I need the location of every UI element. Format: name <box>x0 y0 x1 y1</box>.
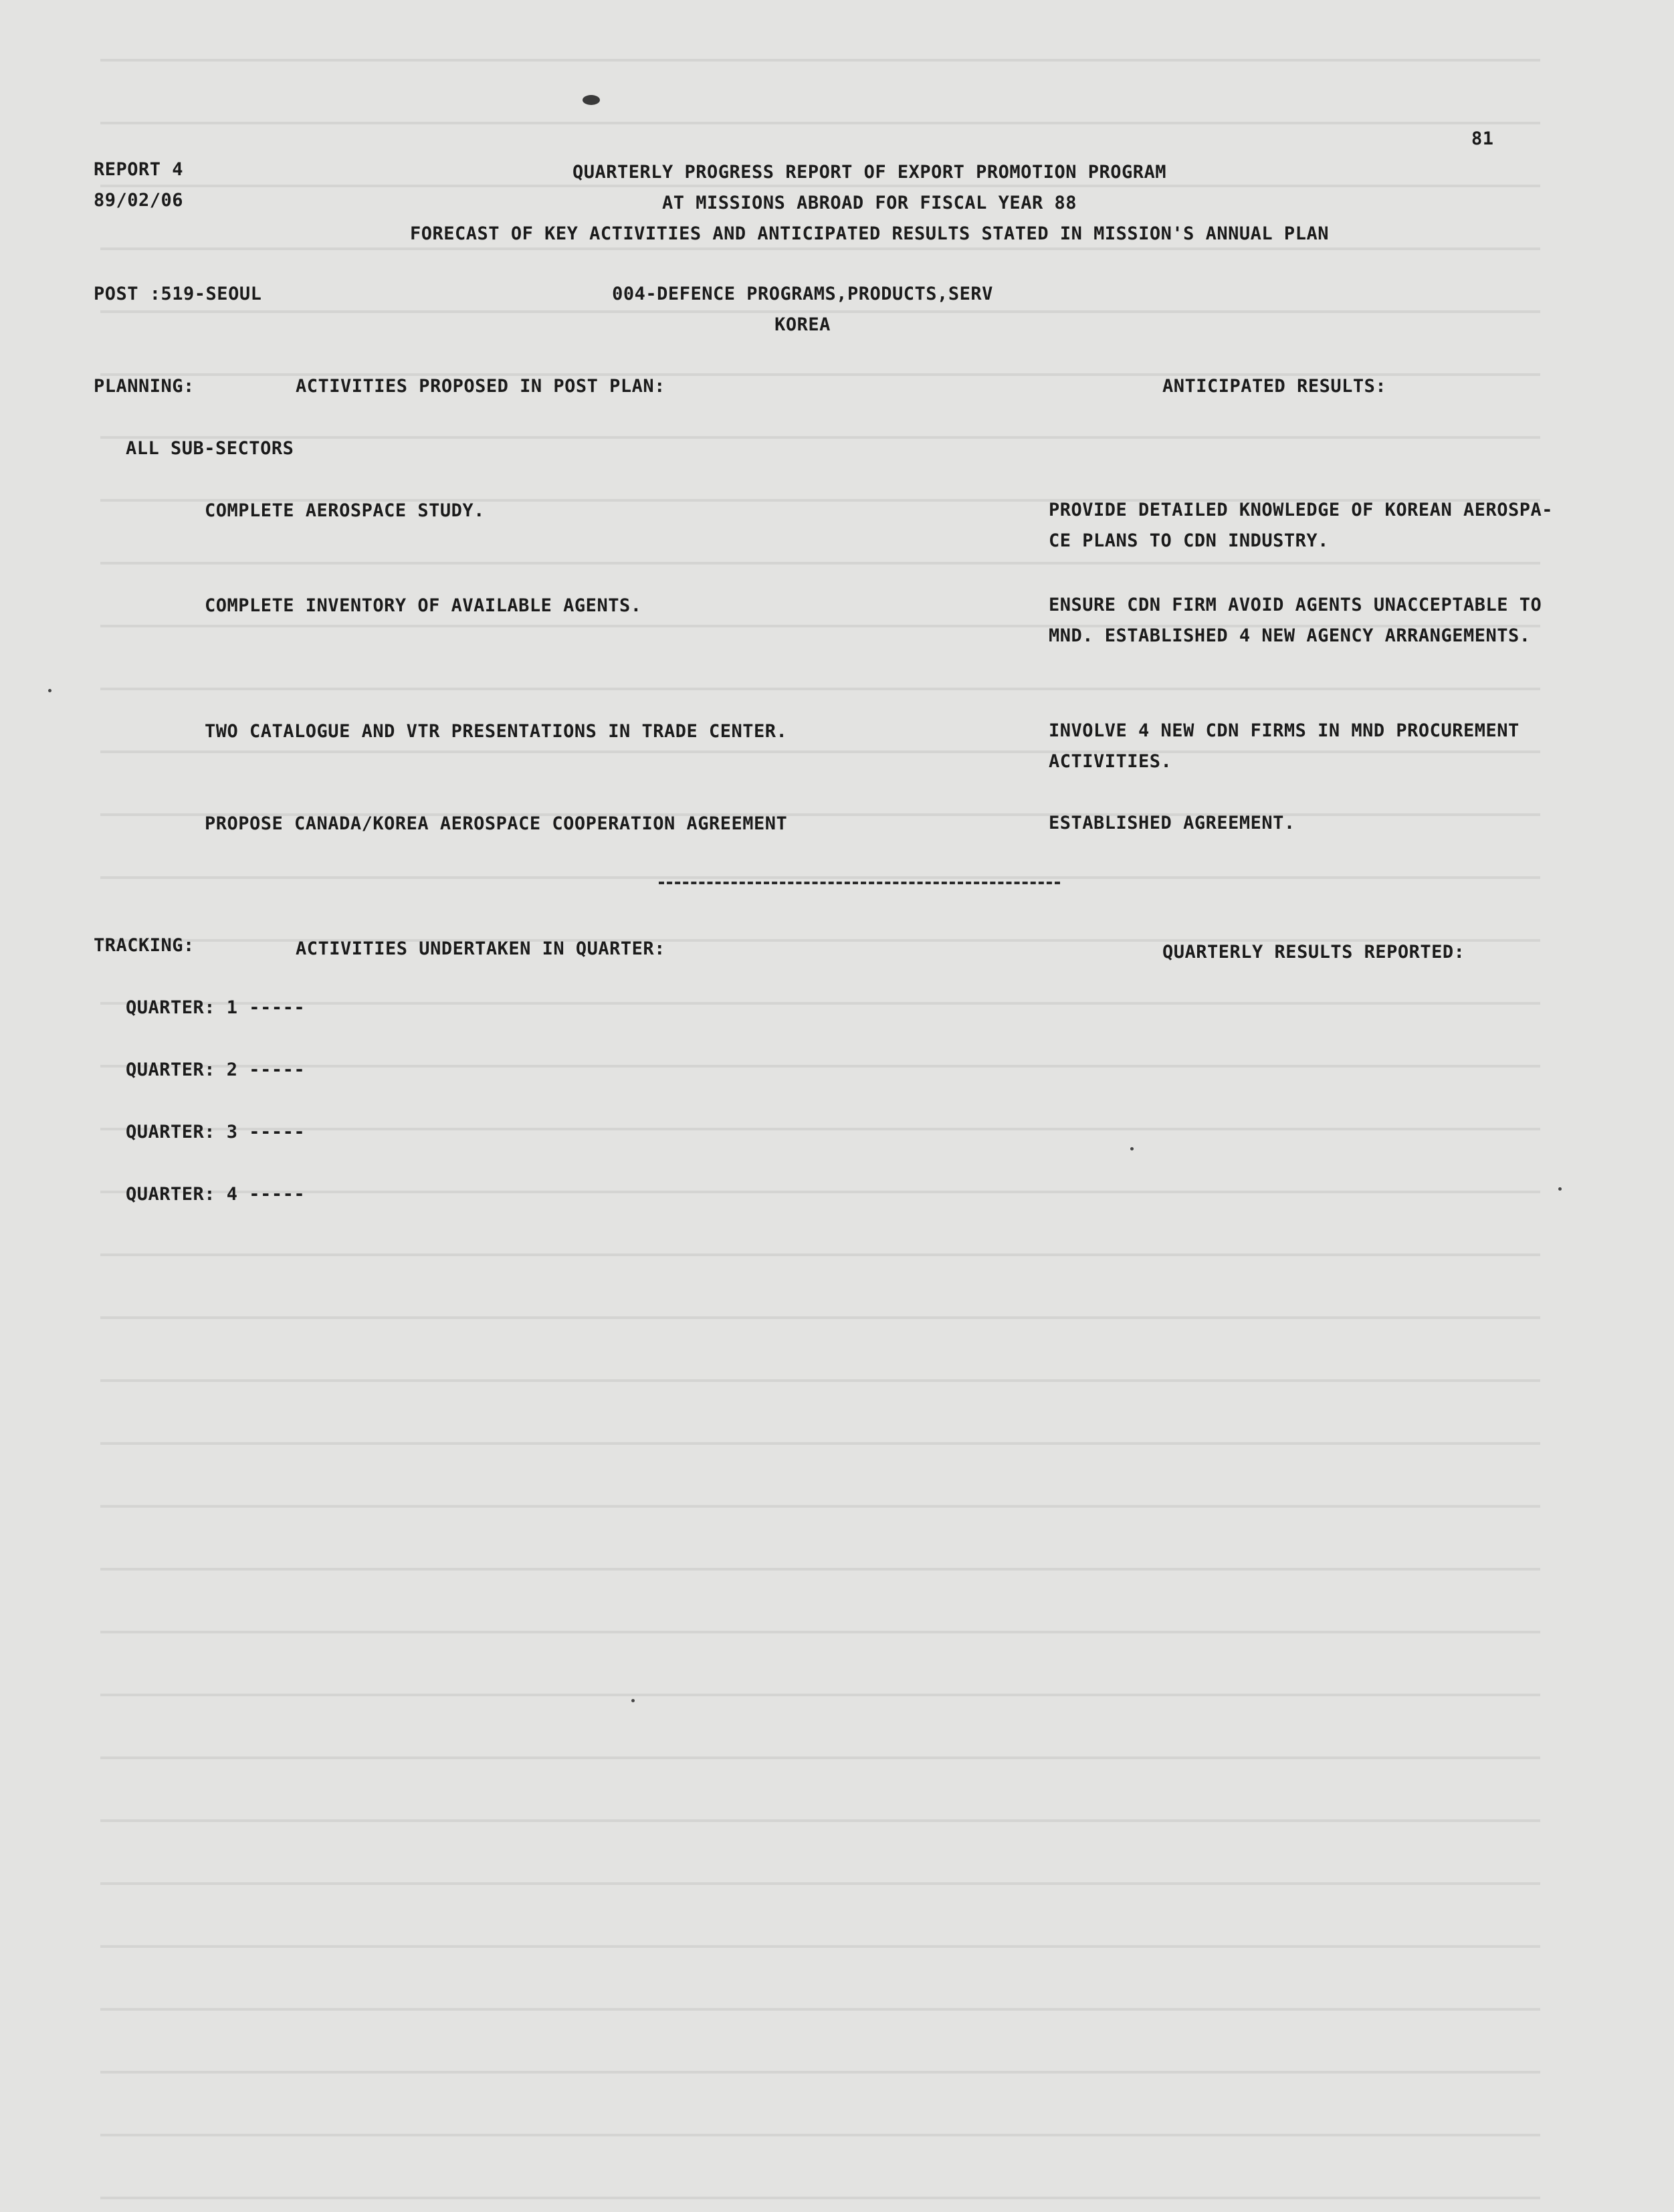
speck <box>1558 1187 1562 1191</box>
section-divider <box>659 882 1060 884</box>
anticipated-result: PROVIDE DETAILED KNOWLEDGE OF KOREAN AEROSPA- CE PLANS TO CDN INDUSTRY. <box>1049 500 1553 551</box>
report-forecast-title: FORECAST OF KEY ACTIVITIES AND ANTICIPATED RESULTS STATED IN MISSION'S ANNUAL PLAN <box>410 223 1329 244</box>
quarter-line: QUARTER: 3 ----- <box>126 1122 306 1142</box>
page-number: 81 <box>1471 128 1494 149</box>
tracking-activities-header: ACTIVITIES UNDERTAKEN IN QUARTER: <box>296 938 665 959</box>
report-title: QUARTERLY PROGRESS REPORT OF EXPORT PROMOTION PROGRAM <box>572 162 1167 183</box>
planned-activity: COMPLETE AEROSPACE STUDY. <box>205 500 485 521</box>
quarter-line: QUARTER: 4 ----- <box>126 1184 306 1205</box>
country-label: KOREA <box>774 314 831 335</box>
planning-activities-header: ACTIVITIES PROPOSED IN POST PLAN: <box>296 376 665 397</box>
anticipated-result: INVOLVE 4 NEW CDN FIRMS IN MND PROCUREMENT ACTIVITIES. <box>1049 720 1520 772</box>
subsector-label: ALL SUB-SECTORS <box>126 438 294 459</box>
anticipated-result: ENSURE CDN FIRM AVOID AGENTS UNACCEPTABLE TO MND. ESTABLISHED 4 NEW AGENCY ARRANGEMENTS. <box>1049 595 1542 646</box>
report-subtitle: AT MISSIONS ABROAD FOR FISCAL YEAR 88 <box>662 193 1077 213</box>
tracking-results-header: QUARTERLY RESULTS REPORTED: <box>1162 942 1465 963</box>
planned-activity: COMPLETE INVENTORY OF AVAILABLE AGENTS. <box>205 595 642 616</box>
post-label: POST :519-SEOUL <box>94 284 262 304</box>
planning-label: PLANNING: <box>94 376 195 397</box>
planning-results-header: ANTICIPATED RESULTS: <box>1162 376 1387 397</box>
tracking-label: TRACKING: <box>94 935 195 956</box>
report-id: REPORT 4 <box>94 159 184 180</box>
ink-blot <box>583 95 600 105</box>
speck <box>631 1699 635 1702</box>
sector-label: 004-DEFENCE PROGRAMS,PRODUCTS,SERV <box>612 284 993 304</box>
speck <box>1130 1147 1134 1150</box>
planned-activity: TWO CATALOGUE AND VTR PRESENTATIONS IN TRADE CENTER. <box>205 721 788 742</box>
anticipated-result: ESTABLISHED AGREEMENT. <box>1049 813 1295 833</box>
speck <box>48 689 51 692</box>
report-date: 89/02/06 <box>94 190 184 211</box>
quarter-line: QUARTER: 1 ----- <box>126 997 306 1018</box>
planned-activity: PROPOSE CANADA/KOREA AEROSPACE COOPERATION AGREEMENT <box>205 813 788 834</box>
quarter-line: QUARTER: 2 ----- <box>126 1060 306 1080</box>
